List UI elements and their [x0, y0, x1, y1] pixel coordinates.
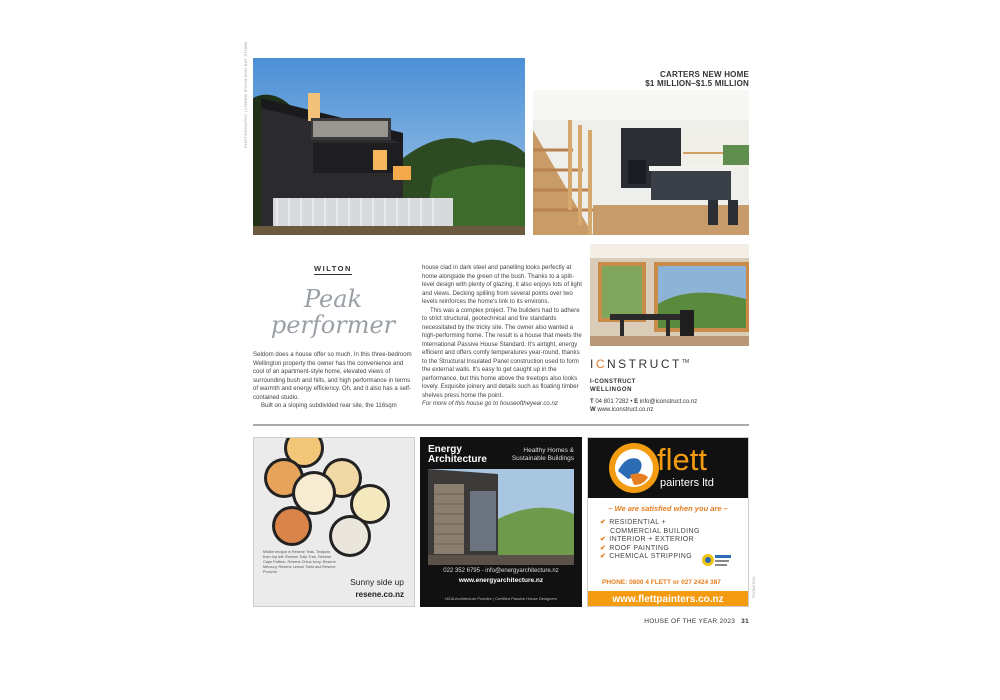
subtitle-line: Healthy Homes & [523, 447, 574, 454]
service-item [600, 536, 700, 545]
builder-name: I-CONSTRUCT [590, 379, 636, 385]
builder-city: WELLINGON [590, 387, 633, 393]
kitchen-photo [533, 90, 749, 235]
flett-wordmark: flett [657, 442, 707, 477]
builder-phone[interactable]: 04 801 7282 [595, 399, 629, 405]
service-label: INTERIOR + EXTERIOR [609, 536, 695, 543]
paint-pot [353, 487, 387, 521]
flett-phone[interactable]: PHONE: 0800 4 FLETT or 027 2424 387 [602, 579, 721, 586]
section-divider [253, 424, 749, 426]
body-paragraph: Seldom does a house offer so much. In this three-bedroom Wellington property the owner has the convenience and cool of an apartment-style home, elevated views of surrounding bush and hills, and high performance in terms of warmth and energy efficiency. Oh, and it also has a self-contained studio. [253, 351, 412, 401]
email-label: E [634, 399, 639, 405]
builder-phone-email: T 04 801 7282 • E info@iconstruct.co.nz [590, 399, 698, 405]
check-icon: ✔ [600, 553, 607, 560]
resene-caption: Middle bedpot in Resene Teak. Testpots from top left: Resene Tulip Tree, Resene Cape Palliser, Resene China Ivory, Resene Mercury, Resene Lemon Twist and Resene Porsche. [263, 550, 336, 574]
category-heading [645, 70, 749, 88]
price-range: $1 MILLION–$1.5 MILLION [645, 79, 749, 88]
web-label: W [590, 407, 596, 413]
location-label [253, 264, 413, 273]
service-item-continued [600, 528, 700, 537]
service-label: COMMERCIAL BUILDING [610, 527, 700, 535]
subtitle-line: Sustainable Buildings [511, 455, 574, 462]
check-icon: ✔ [600, 519, 607, 526]
flett-tagline: – We are satisfied when you are – [608, 504, 728, 513]
promotion-note: PROMOTION [752, 576, 756, 598]
paint-pot [295, 474, 333, 512]
phone-label: T [590, 399, 594, 405]
logo-line: Energy [428, 444, 462, 455]
energy-footer: NZIA Architecture Practice | Certified Passive House Designers [445, 596, 557, 601]
service-label: CHEMICAL STRIPPING [609, 553, 693, 560]
flett-header [588, 438, 748, 498]
master-painters-badge-icon [702, 551, 732, 569]
energy-subtitle [512, 447, 574, 463]
body-paragraph: house clad in dark steel and panelling looks perfectly at home alongside the green of the bush. Thanks to a split-level design with plenty of glazing, it also enjoys lots of light and views. Decking spilling from several points over two levels reinforces the home's link to its environs. [422, 264, 582, 305]
service-item [600, 553, 700, 562]
hero-house-photo [253, 58, 525, 235]
builder-contact [590, 378, 697, 414]
article-column-1 [253, 351, 413, 411]
check-icon: ✔ [600, 544, 607, 552]
headline-line-2: performer [270, 311, 396, 339]
resene-ad[interactable] [253, 437, 415, 607]
service-item [600, 545, 700, 554]
energy-url[interactable]: www.energyarchitecture.nz [458, 577, 544, 584]
energy-architecture-logo [428, 445, 487, 465]
builder-web-row [590, 406, 697, 414]
dining-room-photo [590, 244, 749, 346]
photo-credit: PHOTOGRAPHY | LOREM IPSUM AND KAT STUBB [243, 41, 248, 148]
resene-tagline: Sunny side up [350, 577, 404, 587]
flett-services-list [600, 519, 700, 562]
builder-website[interactable]: www.iconstruct.co.nz [597, 407, 654, 413]
flett-painters-ad[interactable] [587, 437, 749, 607]
article-headline [253, 286, 413, 338]
service-label: RESIDENTIAL + [609, 519, 667, 526]
paint-pot [275, 509, 309, 543]
energy-contact[interactable]: 022 352 6795 - info@energyarchitecture.nz [443, 568, 559, 574]
flett-subname: painters ltd [660, 477, 714, 489]
publication-name: HOUSE OF THE YEAR 2023 [644, 618, 736, 625]
more-info-link[interactable]: For more of this house go to houseoftheyear.co.nz [422, 400, 558, 407]
iconstruct-logo [590, 357, 689, 371]
builder-email[interactable]: info@iconstruct.co.nz [639, 399, 698, 405]
logo-line: Architecture [428, 454, 487, 465]
paint-pot [332, 518, 368, 554]
logo-o-mark: C [595, 357, 608, 371]
page-number: 31 [741, 618, 749, 625]
body-paragraph: This was a complex project. The builders had to adhere to strict structural, geotechnical and fire standards necessitated by the tricky site. The owner also wanted a high-performing home. The result is a house that meets the International Passive House Standard. It's airtight, energy efficient and offers comfy temperatures year-round, thanks to the Structural Insulated Panel construction used to form the external walls. It's easy to get caught up in the performance, but this home above the treetops also looks lovely. Exquisite joinery and details such as floating timber shelves press home the point. [422, 306, 582, 399]
category-label: CARTERS NEW HOME [660, 70, 749, 79]
trademark: TM [681, 359, 690, 365]
logo-part: I [590, 357, 596, 371]
page-footer [644, 618, 749, 625]
energy-house-photo [428, 469, 574, 565]
article-column-2 [422, 264, 582, 409]
logo-part: NSTRUCT [607, 357, 682, 371]
flett-url[interactable]: www.flettpainters.co.nz [588, 591, 748, 607]
service-item [600, 519, 700, 528]
location-text: WILTON [314, 264, 352, 273]
check-icon: ✔ [600, 536, 607, 543]
resene-url[interactable]: resene.co.nz [355, 590, 404, 599]
headline-line-1: Peak [303, 285, 363, 313]
body-paragraph: Built on a sloping subdivided rear site, the 116sqm [261, 402, 397, 409]
service-label: ROOF PAINTING [609, 544, 670, 552]
energy-architecture-ad[interactable] [420, 437, 582, 607]
